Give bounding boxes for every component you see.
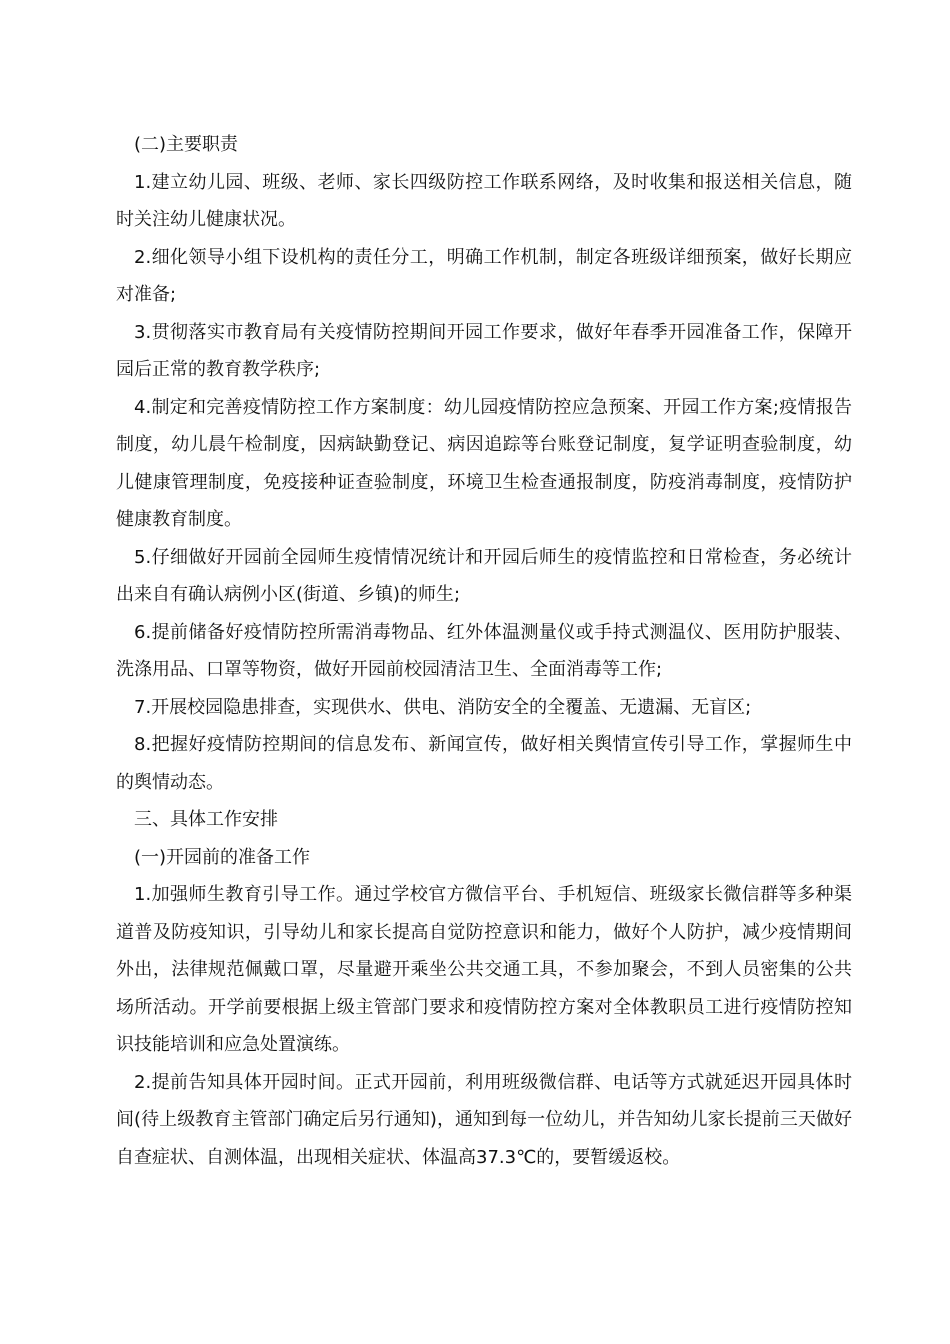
duty-item-8: 8.把握好疫情防控期间的信息发布、新闻宣传，做好相关舆情宣传引导工作，掌握师生中的舆情动态。 (116, 734, 852, 793)
preparation-item-2: 2.提前告知具体开园时间。正式开园前，利用班级微信群、电话等方式就延迟开园具体时间(待上级教育主管部门确定后另行通知)，通知到每一位幼儿，并告知幼儿家长提前三天做好自查症状、自测体温，出现相关症状、体温高37.3℃的，要暂缓返校。 (116, 1071, 852, 1168)
section-heading-work-arrangement: 三、具体工作安排 (134, 809, 278, 830)
duty-item-1: 1.建立幼儿园、班级、老师、家长四级防控工作联系网络，及时收集和报送相关信息，随时关注幼儿健康状况。 (116, 171, 852, 230)
section-heading-main-duties: (二)主要职责 (134, 134, 239, 155)
duty-item-4: 4.制定和完善疫情防控工作方案制度：幼儿园疫情防控应急预案、开园工作方案;疫情报告制度，幼儿晨午检制度，因病缺勤登记、病因追踪等台账登记制度，复学证明查验制度，幼儿健康管理制度，免疫接种证查验制度，环境卫生检查通报制度，防疫消毒制度，疫情防护健康教育制度。 (116, 396, 852, 530)
subsection-heading-preparation: (一)开园前的准备工作 (134, 846, 311, 868)
duty-item-5: 5.仔细做好开园前全园师生疫情情况统计和开园后师生的疫情监控和日常检查，务必统计出来自有确认病例小区(街道、乡镇)的师生; (116, 546, 852, 605)
duty-item-2: 2.细化领导小组下设机构的责任分工，明确工作机制，制定各班级详细预案，做好长期应对准备; (116, 246, 852, 305)
document-body (116, 126, 852, 1176)
preparation-item-1: 1.加强师生教育引导工作。通过学校官方微信平台、手机短信、班级家长微信群等多种渠道普及防疫知识，引导幼儿和家长提高自觉防控意识和能力，做好个人防护，减少疫情期间外出，法律规范佩戴口罩，尽量避开乘坐公共交通工具，不参加聚会，不到人员密集的公共场所活动。开学前要根据上级主管部门要求和疫情防控方案对全体教职员工进行疫情防控知识技能培训和应急处置演练。 (116, 884, 852, 1055)
duty-item-6: 6.提前储备好疫情防控所需消毒物品、红外体温测量仪或手持式测温仪、医用防护服装、洗涤用品、口罩等物资，做好开园前校园清洁卫生、全面消毒等工作; (116, 621, 852, 680)
duty-item-3: 3.贯彻落实市教育局有关疫情防控期间开园工作要求，做好年春季开园准备工作，保障开园后正常的教育教学秩序; (116, 321, 852, 380)
duty-item-7: 7.开展校园隐患排查，实现供水、供电、消防安全的全覆盖、无遗漏、无盲区; (134, 696, 752, 718)
